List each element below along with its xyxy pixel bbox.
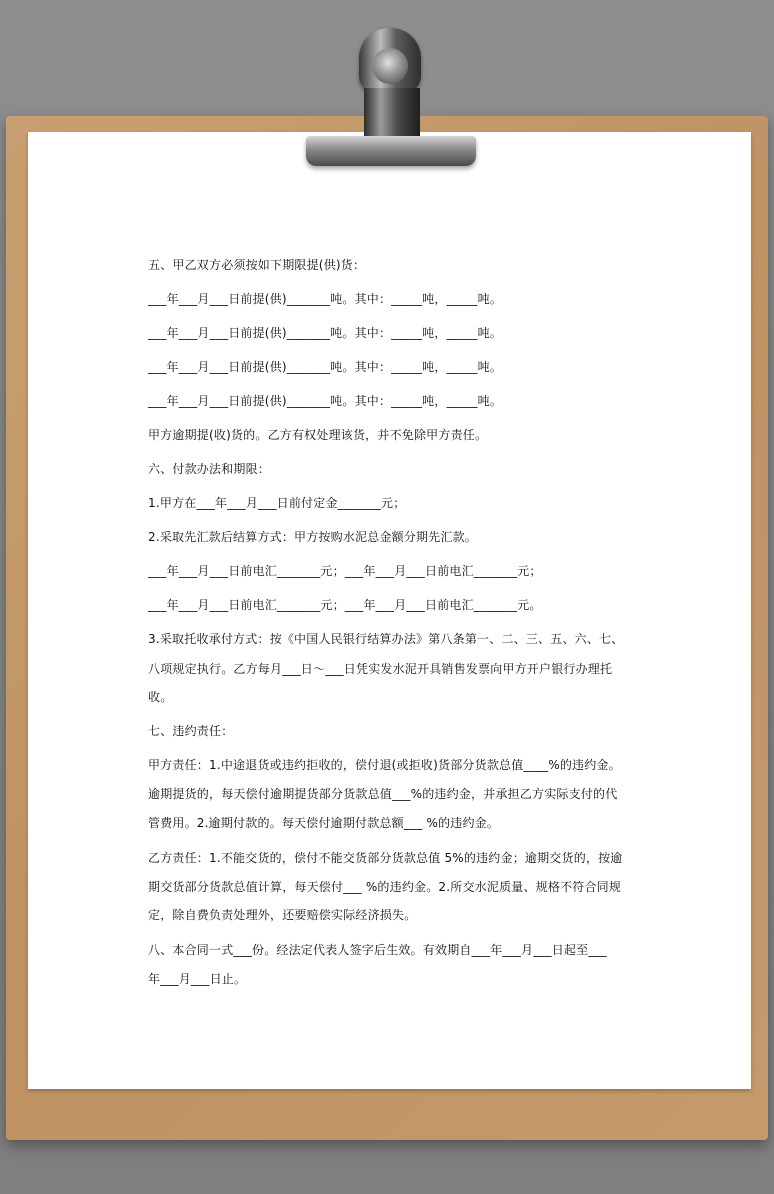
delivery-row-2: ___年___月___日前提(供)_______吨。其中：_____吨，_____吨。 [148, 326, 502, 340]
delivery-row-3: ___年___月___日前提(供)_______吨。其中：_____吨，_____吨。 [148, 360, 502, 374]
party-a-line-2: 逾期提货的，每天偿付逾期提货部分货款总值___%的违约金，并承担乙方实际支付的代 [148, 787, 618, 801]
clip-neck [364, 88, 420, 140]
clip-base [306, 136, 476, 166]
section7-heading: 七、违约责任： [148, 724, 234, 738]
party-a-line-1: 甲方责任：1.中途退货或违约拒收的，偿付退(或拒收)货部分货款总值____%的违约金。 [148, 758, 621, 772]
payment-item-3-line-2: 八项规定执行。乙方每月___日～___日凭实发水泥开具销售发票向甲方开户银行办理托 [148, 662, 613, 676]
section8-line-1: 八、本合同一式___份。经法定代表人签字后生效。有效期自___年___月___日起至___ [148, 943, 608, 957]
party-b-line-1: 乙方责任：1.不能交货的，偿付不能交货部分货款总值 5%的违约金；逾期交货的，按逾 [148, 851, 623, 865]
payment-item-2: 2.采取先汇款后结算方式：甲方按购水泥总金额分期先汇款。 [148, 530, 478, 544]
section5-heading: 五、甲乙双方必须按如下期限提(供)货： [148, 258, 366, 272]
party-b-line-2: 期交货部分货款总值计算，每天偿付___ %的违约金。2.所交水泥质量、规格不符合同规 [148, 880, 622, 894]
delivery-row-1: ___年___月___日前提(供)_______吨。其中：_____吨，_____吨。 [148, 292, 502, 306]
section5-note: 甲方逾期提(收)货的。乙方有权处理该货，并不免除甲方责任。 [148, 428, 488, 442]
payment-item-3-line-1: 3.采取托收承付方式：按《中国人民银行结算办法》第八条第一、二、三、五、六、七、 [148, 632, 624, 646]
delivery-row-4: ___年___月___日前提(供)_______吨。其中：_____吨，_____吨。 [148, 394, 502, 408]
payment-item-3-line-3: 收。 [148, 690, 173, 704]
remit-row-1: ___年___月___日前电汇_______元；___年___月___日前电汇_______元； [148, 564, 542, 578]
remit-row-2: ___年___月___日前电汇_______元；___年___月___日前电汇_______元。 [148, 598, 542, 612]
payment-item-1: 1.甲方在___年___月___日前付定金_______元； [148, 496, 406, 510]
party-b-line-3: 定，除自费负责处理外，还要赔偿实际经济损失。 [148, 908, 417, 922]
clip-hole [372, 48, 408, 84]
section8-line-2: 年___月___日止。 [148, 972, 247, 986]
party-a-line-3: 管费用。2.逾期付款的。每天偿付逾期付款总额___ %的违约金。 [148, 816, 500, 830]
section6-heading: 六、付款办法和期限： [148, 462, 271, 476]
